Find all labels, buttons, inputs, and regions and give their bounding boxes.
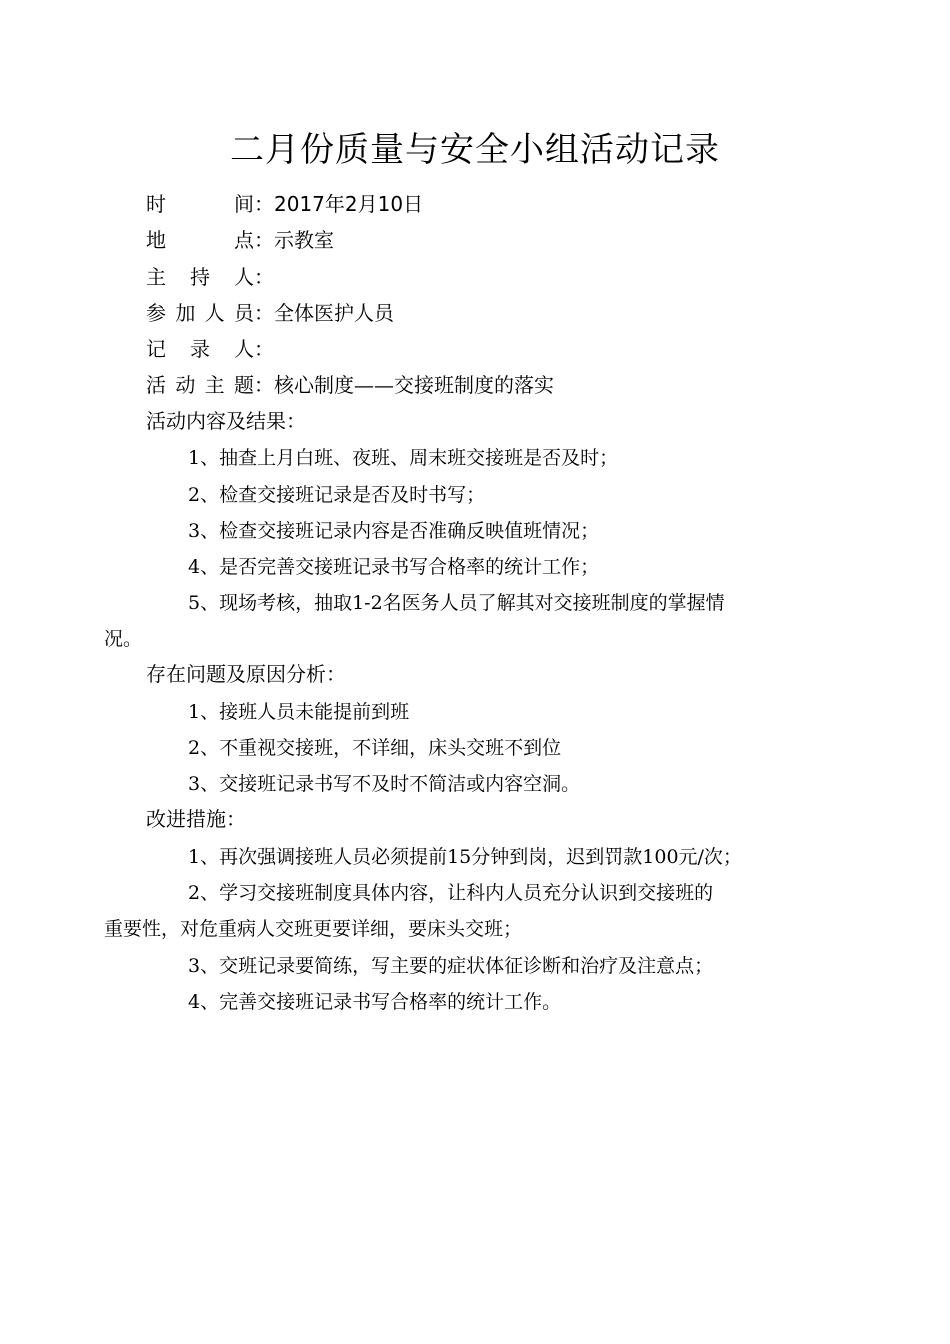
field-time-label: 时间: [146, 192, 254, 216]
field-time: [146, 189, 423, 219]
content-item-1: 1、抽查上月白班、夜班、周末班交接班是否及时；: [188, 447, 619, 469]
field-host-label: 主持人: [146, 265, 254, 289]
field-recorder-colon: ：: [254, 337, 274, 361]
section-heading-problems: 存在问题及原因分析：: [146, 662, 346, 686]
content-item-5: [104, 585, 826, 657]
field-recorder: [146, 334, 274, 364]
problem-item-2: 2、不重视交接班，不详细，床头交班不到位: [188, 737, 562, 759]
content-item-3: 3、检查交接班记录内容是否准确反映值班情况；: [188, 520, 600, 542]
field-time-value: 2017年2月10日: [274, 192, 424, 216]
content-item-4: 4、是否完善交接班记录书写合格率的统计工作；: [188, 556, 600, 578]
field-participants: [146, 298, 394, 328]
field-place-colon: ：: [254, 228, 274, 252]
problem-item-3: 3、交接班记录书写不及时不简洁或内容空洞。: [188, 773, 581, 795]
field-participants-colon: ：: [254, 301, 274, 325]
document-title: 二月份质量与安全小组活动记录: [230, 130, 720, 170]
field-host: [146, 262, 274, 292]
content-item-5-line-2: 况。: [104, 628, 143, 650]
problem-item-1: 1、接班人员未能提前到班: [188, 701, 410, 723]
field-time-colon: ：: [254, 192, 274, 216]
field-theme-value: 核心制度——交接班制度的落实: [274, 373, 554, 397]
field-place: [146, 225, 334, 255]
field-participants-value: 全体医护人员: [274, 301, 394, 325]
field-host-colon: ：: [254, 265, 274, 289]
measure-item-3: 3、交班记录要简练，写主要的症状体征诊断和治疗及注意点；: [188, 955, 714, 977]
field-theme: [146, 370, 554, 400]
section-heading-content: 活动内容及结果：: [146, 409, 306, 433]
field-participants-label: 参加人员: [146, 301, 254, 325]
content-item-2: 2、检查交接班记录是否及时书写；: [188, 484, 486, 506]
field-recorder-label: 记录人: [146, 337, 254, 361]
measure-item-2-line-2: 重要性，对危重病人交班更要详细，要床头交班；: [104, 918, 523, 940]
measure-item-4: 4、完善交接班记录书写合格率的统计工作。: [188, 991, 562, 1013]
field-theme-label: 活动主题: [146, 373, 254, 397]
field-place-label: 地点: [146, 228, 254, 252]
section-heading-measures: 改进措施：: [146, 807, 246, 831]
measure-item-1: 1、再次强调接班人员必须提前15分钟到岗，迟到罚款100元/次；: [188, 846, 742, 868]
field-place-value: 示教室: [274, 228, 334, 252]
measure-item-2: [104, 875, 826, 947]
content-item-5-line-1: 5、现场考核，抽取1-2名医务人员了解其对交接班制度的掌握情: [188, 592, 725, 614]
measure-item-2-line-1: 2、学习交接班制度具体内容，让科内人员充分认识到交接班的: [188, 882, 714, 904]
field-theme-colon: ：: [254, 373, 274, 397]
